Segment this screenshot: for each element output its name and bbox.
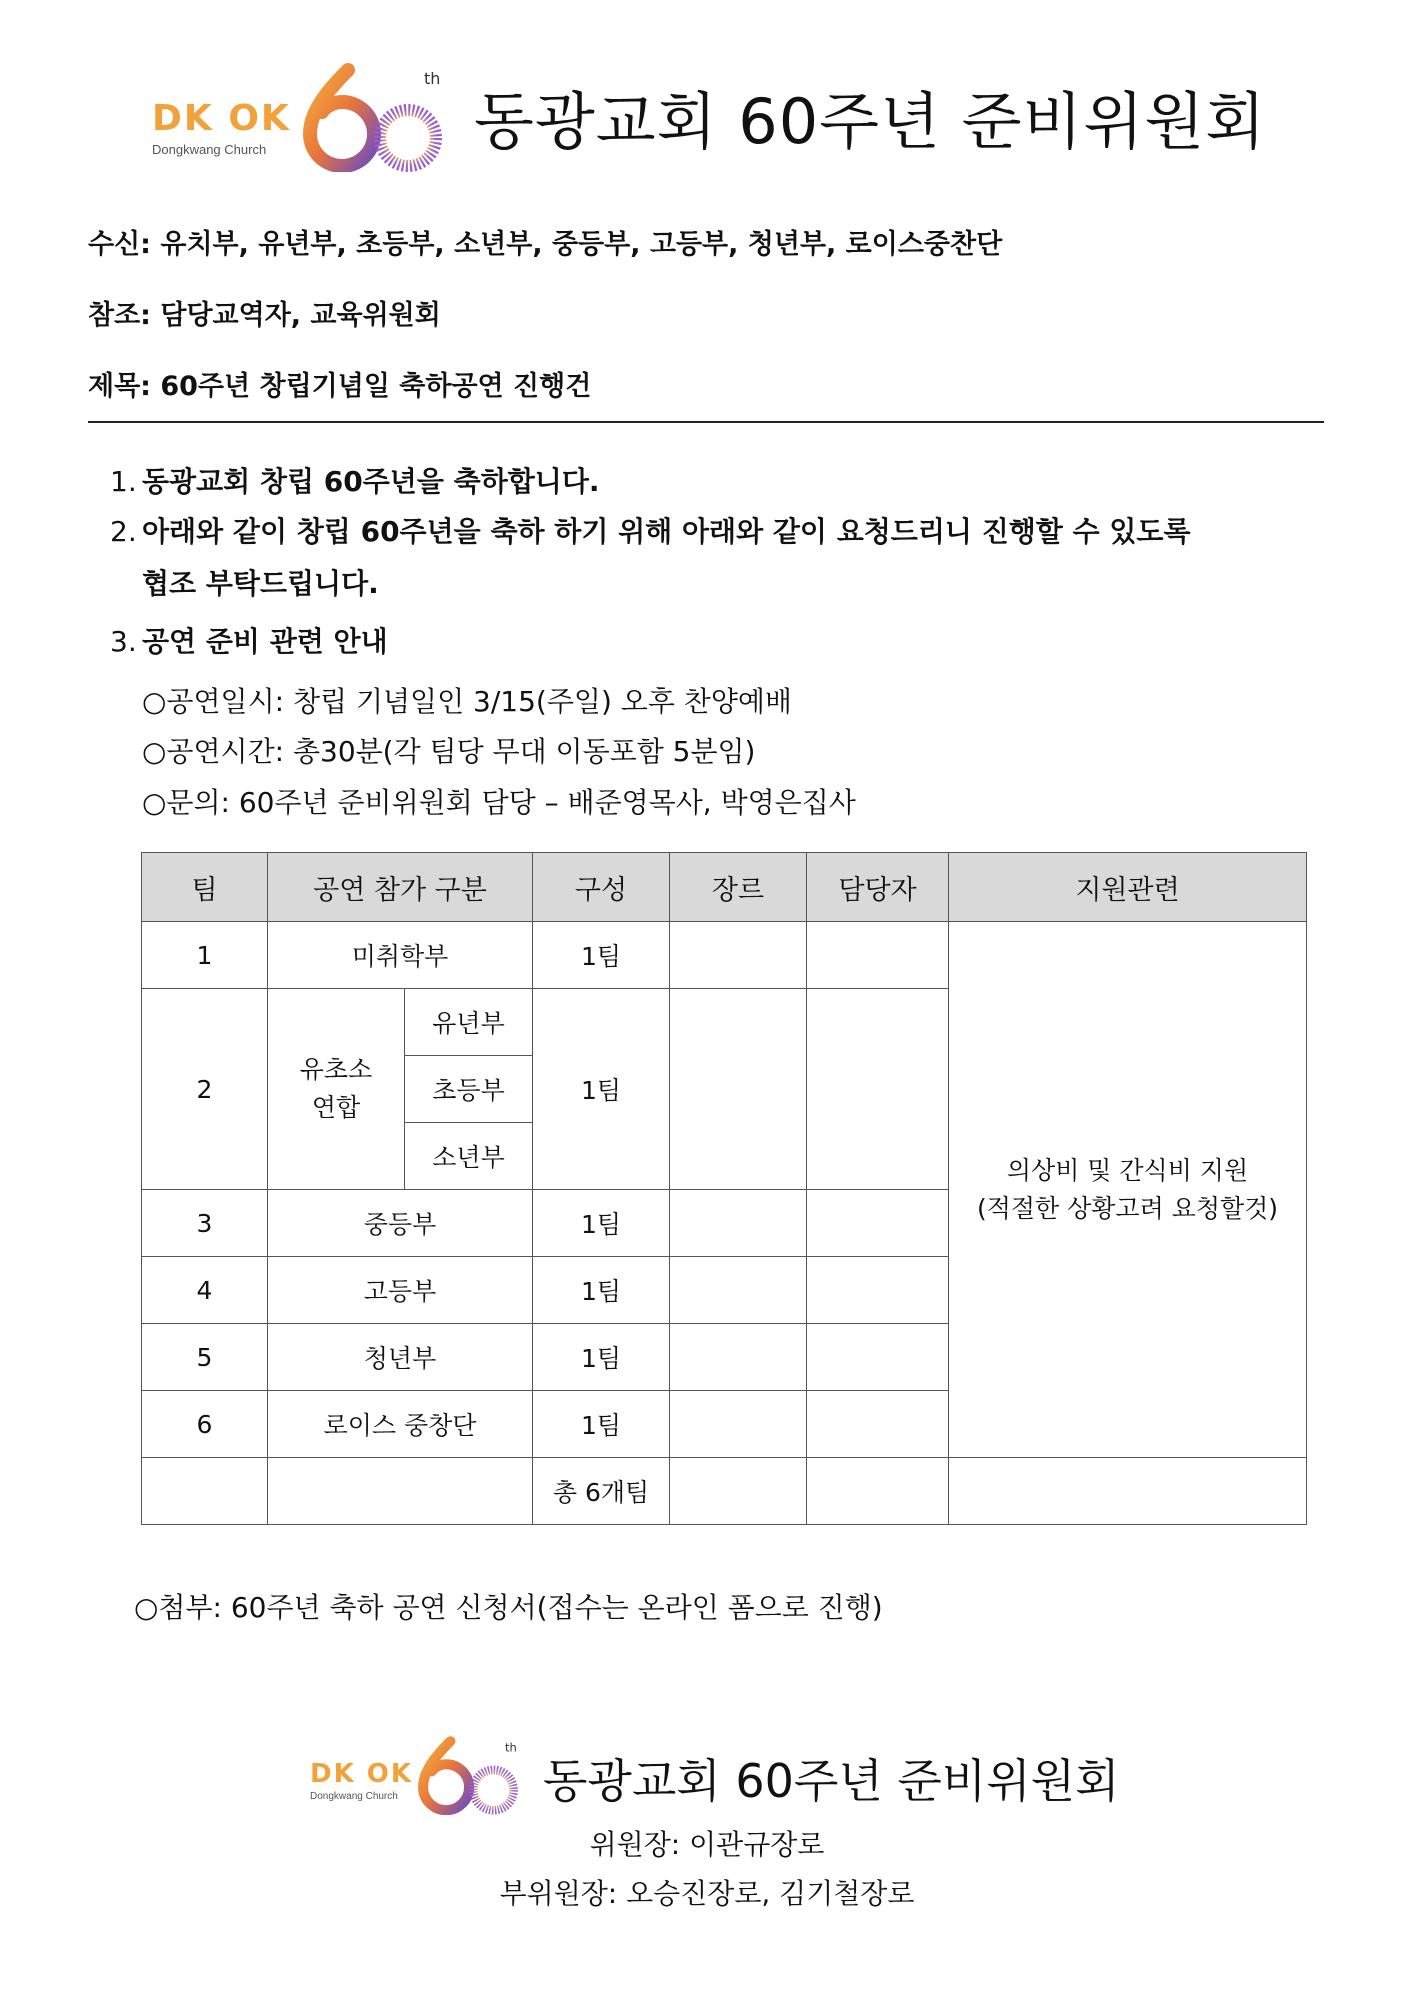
division-cell: 고등부: [268, 1257, 533, 1324]
genre-cell: [670, 989, 807, 1190]
divider: [88, 421, 1324, 423]
header-manager: 담당자: [807, 853, 949, 922]
church-logo: [152, 62, 452, 172]
logo-superscript: th: [424, 69, 441, 88]
bullet-duration: ○공연시간: 총30분(각 팀당 무대 이동포함 5분임): [142, 735, 756, 768]
empty-cell: [142, 1458, 268, 1525]
division-cell: 미취학부: [268, 922, 533, 989]
genre-cell: [670, 922, 807, 989]
page-title: 동광교회 60주년 준비위원회: [474, 85, 1267, 158]
support-line-1: 의상비 및 간식비 지원: [1006, 1155, 1249, 1185]
header-support: 지원관련: [949, 853, 1307, 922]
vice-chair-line: 부위원장: 오승진장로, 김기철장로: [499, 1877, 915, 1910]
manager-cell: [807, 922, 949, 989]
logo-subtitle: Dongkwang Church: [152, 142, 267, 157]
item-2-continuation: 협조 부탁드립니다.: [142, 567, 379, 600]
footer-logo-superscript: th: [505, 1740, 517, 1755]
composition-cell: 1팀: [533, 922, 670, 989]
team-number: 3: [142, 1190, 268, 1257]
header-division: 공연 참가 구분: [268, 853, 533, 922]
genre-cell: [670, 1257, 807, 1324]
reference-line: 참조: 담당교역자, 교육위원회: [88, 300, 441, 331]
table-header-row: [142, 853, 1307, 922]
bullet-date: ○공연일시: 창립 기념일인 3/15(주일) 오후 찬양예배: [142, 685, 792, 718]
manager-cell: [807, 1391, 949, 1458]
division-cell: 청년부: [268, 1324, 533, 1391]
composition-cell: 1팀: [533, 1257, 670, 1324]
empty-cell: [807, 1458, 949, 1525]
genre-cell: [670, 1391, 807, 1458]
group-line-2: 연합: [311, 1093, 361, 1122]
sub-division-cell: 소년부: [405, 1123, 533, 1190]
footer-logo-subtitle: Dongkwang Church: [310, 1791, 398, 1802]
header-team: 팀: [142, 853, 268, 922]
footer-title: 동광교회 60주년 준비위원회: [543, 1754, 1120, 1808]
composition-cell: 1팀: [533, 1391, 670, 1458]
item-2: 2. 아래와 같이 창립 60주년을 축하 하기 위해 아래와 같이 요청드리니 진행할 수 있도록: [110, 515, 1191, 548]
footer-church-logo: [310, 1735, 530, 1815]
header-composition: 구성: [533, 853, 670, 922]
empty-cell: [268, 1458, 533, 1525]
empty-cell: [670, 1458, 807, 1525]
sub-division-cell: 초등부: [405, 1056, 533, 1123]
team-number: 5: [142, 1324, 268, 1391]
empty-cell: [949, 1458, 1307, 1525]
sixty-logo-mark: [296, 62, 456, 172]
item-3: 3. 공연 준비 관련 안내: [110, 625, 388, 658]
total-cell: 총 6개팀: [533, 1458, 670, 1525]
footer-logo-text: DK OK: [310, 1759, 414, 1789]
sub-division-cell: 유년부: [405, 989, 533, 1056]
table-total-row: [142, 1458, 1307, 1525]
division-cell: 중등부: [268, 1190, 533, 1257]
genre-cell: [670, 1324, 807, 1391]
team-number: 2: [142, 989, 268, 1190]
manager-cell: [807, 1190, 949, 1257]
support-cell: [949, 922, 1307, 1458]
performance-table: [141, 852, 1307, 1525]
genre-cell: [670, 1190, 807, 1257]
footer-sixty-logo-mark: [413, 1735, 528, 1815]
manager-cell: [807, 989, 949, 1190]
support-line-2: (적절한 상황고려 요청할것): [976, 1193, 1279, 1223]
attachment-note: ○첨부: 60주년 축하 공연 신청서(접수는 온라인 폼으로 진행): [134, 1591, 883, 1624]
composition-cell: 1팀: [533, 989, 670, 1190]
composition-cell: 1팀: [533, 1190, 670, 1257]
recipients-line: 수신: 유치부, 유년부, 초등부, 소년부, 중등부, 고등부, 청년부, 로이스중찬단: [88, 229, 1003, 260]
group-cell: [268, 989, 405, 1190]
team-number: 6: [142, 1391, 268, 1458]
item-1: 1. 동광교회 창립 60주년을 축하합니다.: [110, 465, 600, 498]
logo-text: DK OK: [152, 98, 291, 139]
division-cell: 로이스 중창단: [268, 1391, 533, 1458]
bullet-contact: ○문의: 60주년 준비위원회 담당 – 배준영목사, 박영은집사: [142, 786, 856, 819]
subject-line: 제목: 60주년 창립기념일 축하공연 진행건: [88, 371, 592, 402]
team-number: 1: [142, 922, 268, 989]
group-line-1: 유초소: [299, 1055, 373, 1084]
table-row: [142, 922, 1307, 989]
manager-cell: [807, 1257, 949, 1324]
team-number: 4: [142, 1257, 268, 1324]
header-genre: 장르: [670, 853, 807, 922]
composition-cell: 1팀: [533, 1324, 670, 1391]
chair-line: 위원장: 이관규장로: [589, 1828, 825, 1861]
manager-cell: [807, 1324, 949, 1391]
